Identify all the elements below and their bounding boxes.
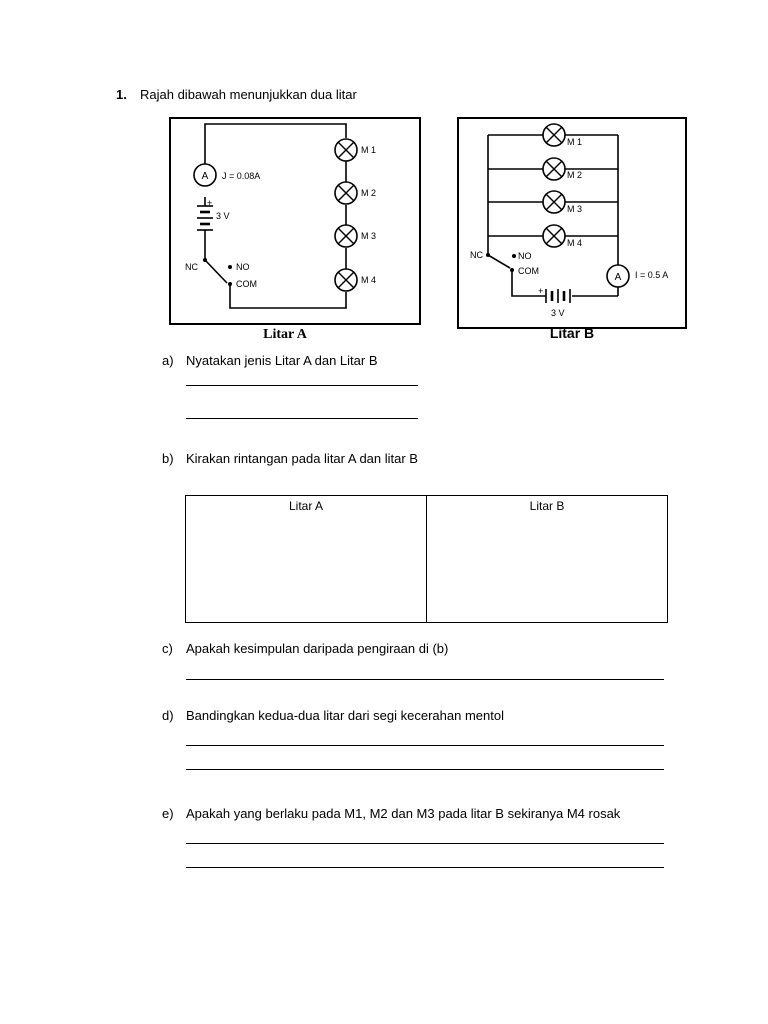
lamp-a-4-icon bbox=[335, 269, 357, 291]
answer-line[interactable] bbox=[186, 745, 664, 746]
part-d-text: Bandingkan kedua-dua litar dari segi kecerahan mentol bbox=[186, 708, 504, 723]
lamp-b-3-label: M 3 bbox=[567, 204, 583, 214]
answer-table bbox=[185, 495, 668, 623]
part-c-letter: c) bbox=[162, 641, 173, 656]
switch-b-com: COM bbox=[518, 266, 539, 276]
part-a-letter: a) bbox=[162, 353, 174, 368]
lamp-a-3-label: M 3 bbox=[361, 231, 377, 241]
lamp-b-1-icon bbox=[543, 124, 565, 146]
circuit-a-diagram bbox=[150, 108, 440, 348]
lamp-b-2-icon bbox=[543, 158, 565, 180]
lamp-a-3-icon bbox=[335, 225, 357, 247]
battery-b-voltage: 3 V bbox=[551, 308, 565, 318]
switch-a-com: COM bbox=[236, 279, 257, 289]
table-cell-litar-a[interactable] bbox=[186, 496, 427, 623]
lamp-b-4-label: M 4 bbox=[567, 238, 583, 248]
battery-b-icon bbox=[546, 289, 570, 303]
switch-b-no: NO bbox=[518, 251, 532, 261]
answer-line[interactable] bbox=[186, 843, 664, 844]
lamp-a-2-label: M 2 bbox=[361, 188, 377, 198]
table-cell-litar-b[interactable] bbox=[427, 496, 668, 623]
ammeter-b-symbol: A bbox=[614, 272, 622, 283]
switch-a-no: NO bbox=[236, 262, 250, 272]
part-d-letter: d) bbox=[162, 708, 174, 723]
ammeter-a-symbol: A bbox=[201, 171, 209, 182]
circuit-b-diagram bbox=[448, 108, 718, 348]
answer-line[interactable] bbox=[186, 769, 664, 770]
part-b-letter: b) bbox=[162, 451, 174, 466]
lamp-b-3-icon bbox=[543, 191, 565, 213]
ammeter-a-reading: J = 0.08A bbox=[222, 171, 261, 181]
part-e-letter: e) bbox=[162, 806, 174, 821]
lamp-a-4-label: M 4 bbox=[361, 275, 377, 285]
switch-b-nc: NC bbox=[470, 250, 483, 260]
question-number: 1. bbox=[116, 87, 127, 102]
part-c-text: Apakah kesimpulan daripada pengiraan di (b) bbox=[186, 641, 449, 656]
answer-line[interactable] bbox=[186, 418, 418, 419]
table-header-litar-b: Litar B bbox=[529, 499, 565, 513]
answer-line[interactable] bbox=[186, 679, 664, 680]
circuit-a-caption: Litar A bbox=[263, 327, 307, 342]
lamp-b-2-label: M 2 bbox=[567, 170, 583, 180]
battery-b-plus: + bbox=[538, 286, 544, 296]
question-text: Rajah dibawah menunjukkan dua litar bbox=[140, 87, 357, 102]
battery-a-plus: + bbox=[207, 198, 213, 208]
lamp-a-1-label: M 1 bbox=[361, 145, 377, 155]
part-b-text: Kirakan rintangan pada litar A dan litar B bbox=[186, 451, 418, 466]
circuit-b-caption: Litar B bbox=[549, 325, 595, 341]
table-header-litar-a: Litar A bbox=[288, 499, 324, 513]
lamp-b-4-icon bbox=[543, 225, 565, 247]
answer-line[interactable] bbox=[186, 867, 664, 868]
battery-a-voltage: 3 V bbox=[216, 211, 230, 221]
switch-a-nc: NC bbox=[185, 262, 198, 272]
answer-line[interactable] bbox=[186, 385, 418, 386]
part-e-text: Apakah yang berlaku pada M1, M2 dan M3 pada litar B sekiranya M4 rosak bbox=[186, 806, 621, 821]
battery-a-icon bbox=[197, 206, 213, 230]
lamp-a-2-icon bbox=[335, 182, 357, 204]
ammeter-b-reading: I = 0.5 A bbox=[635, 270, 669, 280]
lamp-b-1-label: M 1 bbox=[567, 137, 583, 147]
lamp-a-1-icon bbox=[335, 139, 357, 161]
part-a-text: Nyatakan jenis Litar A dan Litar B bbox=[186, 353, 378, 368]
